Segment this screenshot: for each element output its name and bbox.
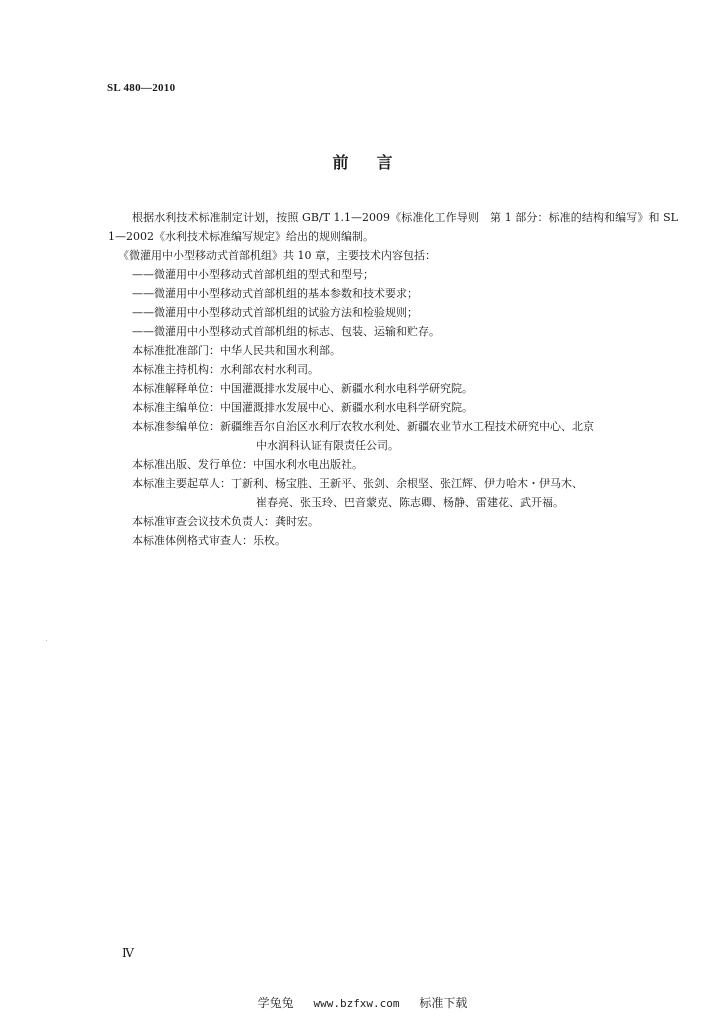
reviewer-line: 本标准审查会议技术负责人：龚时宏。 [132, 515, 319, 528]
host-line: 本标准主持机构：水利部农村水利司。 [132, 363, 319, 376]
standard-code: SL 480—2010 [107, 82, 176, 94]
list-item: ——微灌用中小型移动式首部机组的型式和型号； [132, 268, 374, 281]
drafters-line: 本标准主要起草人：丁新利、杨宝胜、王新平、张剑、余根坚、张江辉、伊力哈木・伊马木、 [132, 477, 583, 490]
footer-url-link[interactable]: www.bzfxw.com [313, 997, 400, 1010]
list-item: ——微灌用中小型移动式首部机组的试验方法和检验规则； [132, 306, 418, 319]
participants-continuation: 中水润科认证有限责任公司。 [256, 439, 399, 452]
list-item: ——微灌用中小型移动式首部机组的标志、包装、运输和贮存。 [132, 325, 440, 338]
interpreter-line: 本标准解释单位：中国灌溉排水发展中心、新疆水利水电科学研究院。 [132, 382, 473, 395]
footer-slogan: 标准下载 [419, 996, 468, 1010]
scan-speck [46, 640, 47, 641]
footer-site-name: 学兔兔 [257, 996, 294, 1010]
page-title: 前言 [332, 153, 421, 172]
participants-line: 本标准参编单位：新疆维吾尔自治区水利厅农牧水利处、新疆农业节水工程技术研究中心、北京 [132, 420, 594, 433]
list-item: ——微灌用中小型移动式首部机组的基本参数和技术要求； [132, 287, 418, 300]
page-number: Ⅳ [122, 946, 134, 960]
intro-paragraph: 根据水利技术标准制定计划，按照 GB/T 1.1—2009《标准化工作导则 第 1 部分：标准的结构和编写》和 SL 1—2002《水利技术标准编写规定》给出的规则编制。 [108, 211, 678, 243]
approver-line: 本标准批准部门：中华人民共和国水利部。 [132, 344, 341, 357]
footer-watermark [0, 994, 725, 1011]
summary-paragraph: 《微灌用中小型移动式首部机组》共 10 章，主要技术内容包括： [118, 249, 436, 262]
format-reviewer-line: 本标准体例格式审查人：乐枚。 [132, 534, 286, 547]
drafters-continuation: 崔春亮、张玉玲、巴音蒙克、陈志卿、杨静、雷建花、武开福。 [256, 496, 564, 509]
publisher-line: 本标准出版、发行单位：中国水利水电出版社。 [132, 458, 363, 471]
editor-line: 本标准主编单位：中国灌溉排水发展中心、新疆水利水电科学研究院。 [132, 401, 473, 414]
document-body [108, 208, 678, 550]
